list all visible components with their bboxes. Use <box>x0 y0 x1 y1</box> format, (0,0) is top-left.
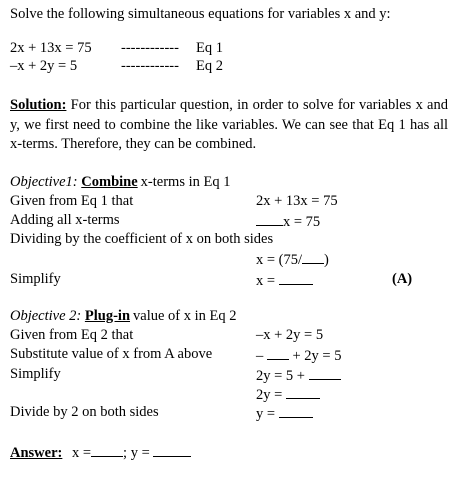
eq1-expression: 2x + 13x = 75 <box>10 40 92 56</box>
obj1-row4-prefix: x = (75/ <box>256 252 303 268</box>
objective2-label: Objective 2: <box>10 308 82 324</box>
eq2-expression: –x + 2y = 5 <box>10 58 78 74</box>
obj2-row2-prefix: – <box>256 348 264 364</box>
solution-heading: Solution: <box>10 97 67 113</box>
obj2-row4-right <box>256 385 320 404</box>
obj1-row2-suffix: x = 75 <box>283 214 321 230</box>
obj2-row5-right <box>256 404 313 423</box>
blank-simplify-term[interactable] <box>309 366 341 380</box>
obj1-row5-prefix: x = <box>256 273 276 289</box>
obj2-row5-left: Divide by 2 on both sides <box>10 404 159 420</box>
obj2-row3-right <box>256 366 341 385</box>
obj1-row1-left: Given from Eq 1 that <box>10 193 134 209</box>
blank-answer-y[interactable] <box>153 443 191 457</box>
answer-line <box>10 443 191 462</box>
obj2-row3-prefix: 2y = 5 + <box>256 368 305 384</box>
eq2-label: Eq 2 <box>196 58 223 74</box>
objective1-label: Objective1: <box>10 174 78 190</box>
obj2-row2-suffix: + 2y = 5 <box>292 348 342 364</box>
objective2-heading <box>10 308 237 325</box>
obj2-row2-right <box>256 346 341 365</box>
objective1-rest: x-terms in Eq 1 <box>140 174 231 190</box>
obj2-row1-left: Given from Eq 2 that <box>10 327 134 343</box>
obj2-row2-left: Substitute value of x from A above <box>10 346 213 362</box>
obj2-row3-left: Simplify <box>10 366 61 382</box>
objective2-action: Plug-in <box>84 308 131 324</box>
obj1-row3-left: Dividing by the coefficient of x on both sides <box>10 231 274 247</box>
obj1-row2-left: Adding all x-terms <box>10 212 120 228</box>
eq1-label: Eq 1 <box>196 40 223 56</box>
eq2-dashes: ------------ <box>121 58 179 74</box>
blank-answer-x[interactable] <box>91 443 123 457</box>
obj1-row4-suffix: ) <box>324 252 329 268</box>
obj2-row4-prefix: 2y = <box>256 387 283 403</box>
solution-text: For this particular question, in order to solve for variables x and y, we first need to combine the like variables. We can see that Eq 1 has all x-terms. Therefore, they can be combined. <box>10 97 448 152</box>
solution-paragraph <box>10 96 448 155</box>
problem-prompt: Solve the following simultaneous equations for variables x and y: <box>10 6 391 22</box>
objective1-action: Combine <box>81 174 138 190</box>
obj2-row1-right: –x + 2y = 5 <box>256 327 324 343</box>
blank-coefficient[interactable] <box>256 212 283 226</box>
objective2-rest: value of x in Eq 2 <box>133 308 237 324</box>
equation-tag-a: (A) <box>392 271 413 287</box>
obj1-row1-right: 2x + 13x = 75 <box>256 193 338 209</box>
answer-x-prefix: x = <box>71 445 92 461</box>
answer-y-prefix: ; y = <box>123 445 150 461</box>
blank-x-value[interactable] <box>279 271 313 285</box>
blank-2y-value[interactable] <box>286 385 320 399</box>
obj1-row5-right <box>256 271 313 290</box>
answer-label: Answer: <box>10 445 63 461</box>
obj1-row4-right <box>256 250 329 269</box>
blank-substituted-x[interactable] <box>267 346 289 360</box>
objective1-heading <box>10 174 230 191</box>
obj1-row2-right <box>256 212 320 231</box>
eq1-dashes: ------------ <box>121 40 179 56</box>
blank-divisor[interactable] <box>302 250 324 264</box>
obj1-row5-left: Simplify <box>10 271 61 287</box>
blank-y-value[interactable] <box>279 404 313 418</box>
obj2-row5-prefix: y = <box>256 406 276 422</box>
